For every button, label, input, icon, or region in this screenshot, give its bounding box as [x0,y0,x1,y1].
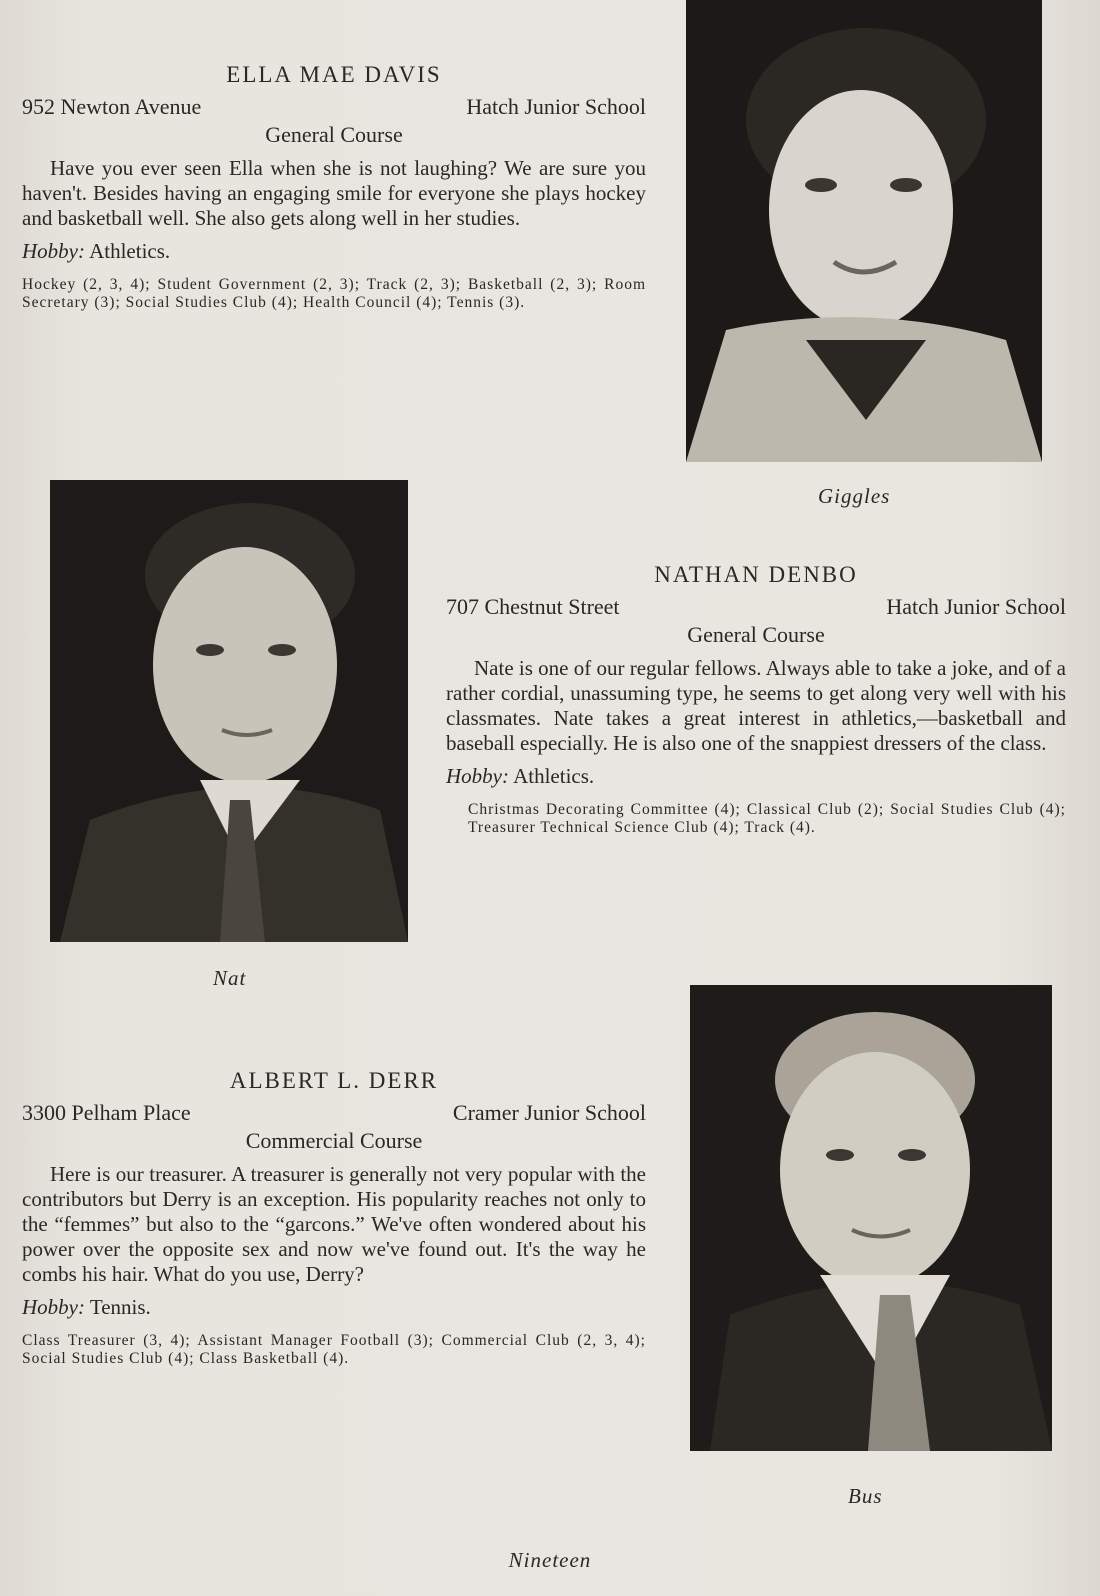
student-bio: Here is our treasurer. A treasurer is generally not very popular with the contributors but Derry is an exception. His popularity reaches not only to the “femmes” but also to the “garcons.” We've often wondered about his power over the opposite sex and now we've found out. It's the way he combs his hair. What do you use, Derry? [22,1162,646,1286]
student-activities: Class Treasurer (3, 4); Assistant Manager Football (3); Commercial Club (2, 3, 4); Social Studies Club (4); Class Basketball (4). [22,1332,646,1367]
student-school: Hatch Junior School [466,94,646,119]
hobby-value: Tennis. [89,1295,151,1319]
student-portrait-davis [686,0,1042,462]
hobby-label: Hobby: [22,1295,85,1319]
student-name: NATHAN DENBO [654,562,858,587]
student-address: 952 Newton Avenue [22,94,202,119]
student-nickname: Bus [848,1484,883,1508]
student-bio: Nate is one of our regular fellows. Always able to take a joke, and of a rather cordial, unassuming type, he seems to get along very well with his classmates. Nate takes a great interest in athletics,—basketball and baseball especially. He is also one of the snappiest dressers of the class. [446,656,1066,755]
student-entry-derr [22,1068,646,1368]
student-hobby [446,764,1066,789]
student-nickname: Giggles [818,484,891,508]
hobby-value: Athletics. [513,764,595,788]
student-hobby [22,239,646,264]
page-number: Nineteen [508,1548,592,1572]
student-portrait-denbo [50,480,408,942]
student-hobby [22,1295,646,1320]
student-school: Cramer Junior School [452,1100,646,1125]
student-course: General Course [265,122,403,147]
student-bio: Have you ever seen Ella when she is not laughing? We are sure you haven't. Besides having an engaging smile for everyone she plays hockey and basketball well. She also gets along well in her studies. [22,156,646,230]
student-school: Hatch Junior School [886,594,1066,619]
student-name: ELLA MAE DAVIS [226,62,442,87]
hobby-label: Hobby: [446,764,509,788]
address-school-line [22,1100,646,1126]
student-activities: Christmas Decorating Committee (4); Classical Club (2); Social Studies Club (4); Treasurer Technical Science Club (4); Track (4). [468,801,1066,836]
student-portrait-derr [690,985,1052,1451]
address-school-line [446,594,1066,620]
student-address: 707 Chestnut Street [446,594,620,619]
hobby-label: Hobby: [22,239,85,263]
student-address: 3300 Pelham Place [22,1100,191,1125]
student-name: ALBERT L. DERR [229,1068,439,1093]
student-entry-denbo [446,562,1066,837]
student-course: Commercial Course [245,1128,423,1153]
student-nickname: Nat [213,966,247,990]
hobby-value: Athletics. [89,239,171,263]
student-activities: Hockey (2, 3, 4); Student Government (2, 3); Track (2, 3); Basketball (2, 3); Room Secretary (3); Social Studies Club (4); Health Council (4); Tennis (3). [22,276,646,311]
student-entry-davis [22,62,646,312]
address-school-line [22,94,646,120]
student-course: General Course [687,622,825,647]
